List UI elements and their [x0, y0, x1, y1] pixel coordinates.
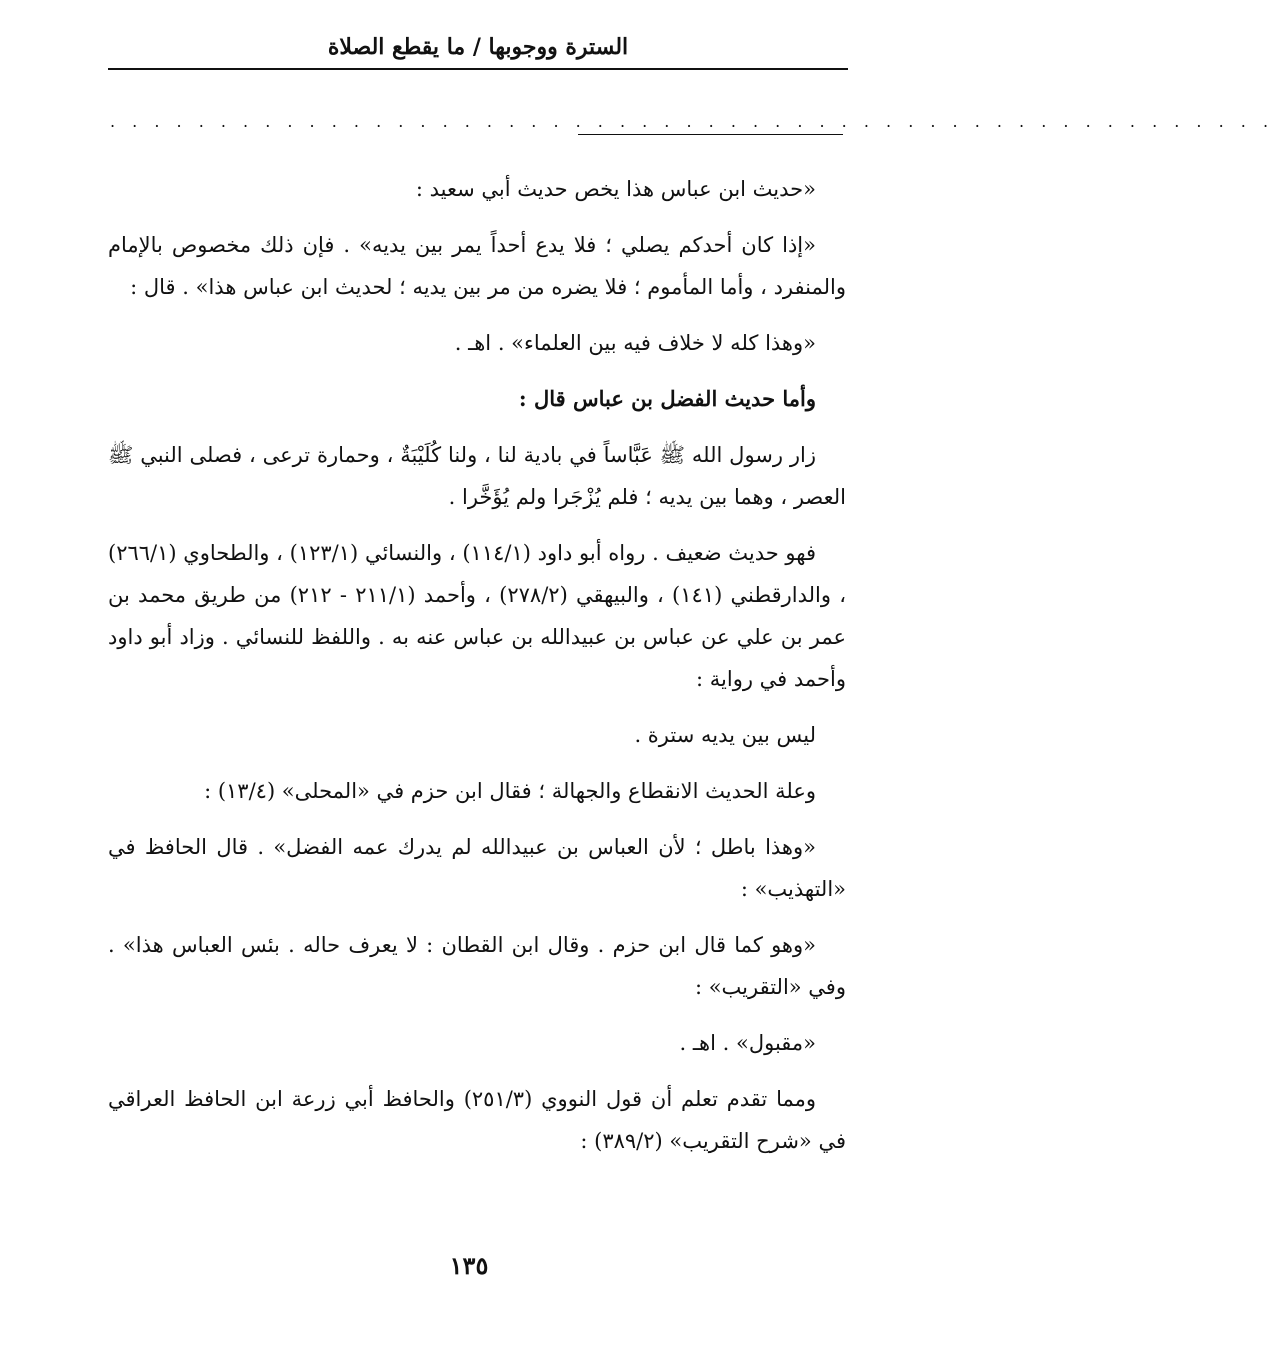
- paragraph-9: «وهذا باطل ؛ لأن العباس بن عبيدالله لم يدرك عمه الفضل» . قال الحافظ في «التهذيب» :: [108, 835, 846, 901]
- running-header: السترة ووجوبها / ما يقطع الصلاة: [327, 34, 629, 60]
- paragraph-2: «إذا كان أحدكم يصلي ؛ فلا يدع أحداً يمر بين يديه» . فإن ذلك مخصوص بالإمام والمنفرد ، وأما المأموم ؛ فلا يضره من مر بين يديه ؛ لحديث ابن عباس هذا» . قال :: [108, 233, 846, 299]
- separator-underline: [578, 134, 843, 135]
- page-number: ١٣٥: [449, 1251, 489, 1280]
- paragraph-12: ومما تقدم تعلم أن قول النووي (٢٥١/٣) والحافظ أبي زرعة ابن الحافظ العراقي في «شرح التقريب» (٣٨٩/٢) :: [108, 1087, 846, 1153]
- page-body: [108, 168, 846, 1176]
- header-rule: [108, 68, 848, 70]
- paragraph-11: «مقبول» . اهـ .: [679, 1031, 816, 1055]
- paragraph-8: وعلة الحديث الانقطاع والجهالة ؛ فقال ابن حزم في «المحلى» (١٣/٤) :: [204, 779, 816, 803]
- paragraph-10: «وهو كما قال ابن حزم . وقال ابن القطان : لا يعرف حاله . بئس العباس هذا» . وفي «التقريب» :: [108, 933, 846, 999]
- paragraph-5: زار رسول الله ﷺ عَبَّاساً في بادية لنا ، ولنا كُلَيْبَةٌ ، وحمارة ترعى ، فصلى النبي ﷺ العصر ، وهما بين يديه ؛ فلم يُزْجَرا ولم يُؤَخَّرا .: [108, 443, 846, 509]
- paragraph-1: «حديث ابن عباس هذا يخص حديث أبي سعيد :: [415, 177, 816, 201]
- dotted-separator: . . . . . . . . . . . . . . . . . . . . . . . . . . . . . . . . . . . . . . . . . . . . . . . . . . . . .: [110, 112, 1274, 131]
- paragraph-4: وأما حديث الفضل بن عباس قال :: [518, 386, 816, 411]
- paragraph-7: ليس بين يديه سترة .: [634, 723, 816, 747]
- paragraph-3: «وهذا كله لا خلاف فيه بين العلماء» . اهـ .: [454, 331, 816, 355]
- paragraph-6: فهو حديث ضعيف . رواه أبو داود (١١٤/١) ، والنسائي (١٢٣/١) ، والطحاوي (٢٦٦/١) ، والدارقطني (١٤١) ، والبيهقي (٢٧٨/٢) ، وأحمد (٢١١/١ - ٢١٢) من طريق محمد بن عمر بن علي عن عباس بن عبيدالله بن عباس عنه به . واللفظ للنسائي . وزاد أبو داود وأحمد في رواية :: [108, 541, 847, 691]
